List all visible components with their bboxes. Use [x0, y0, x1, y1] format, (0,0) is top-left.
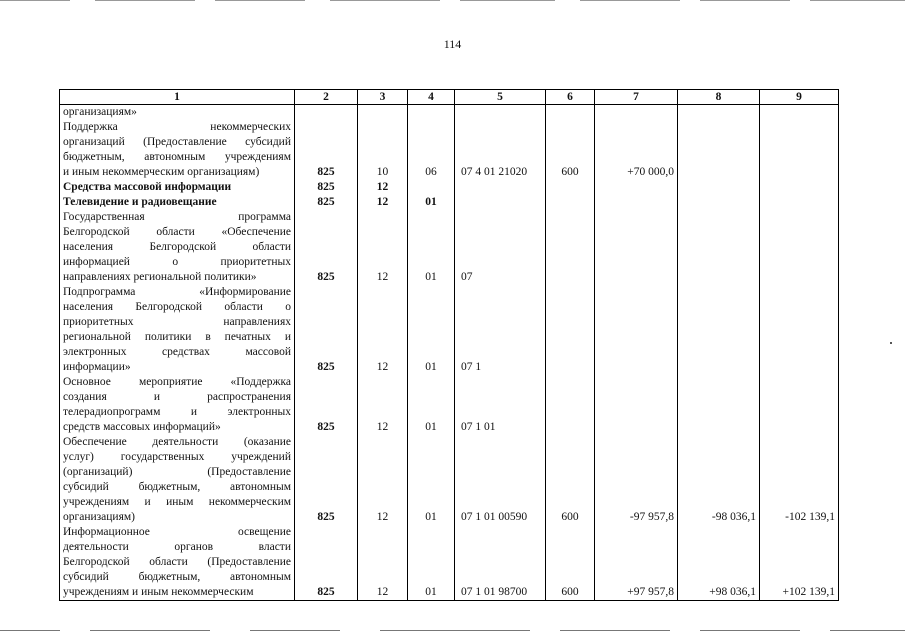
- cell-c6: [546, 285, 595, 375]
- row-description: [60, 210, 295, 285]
- row-description: [60, 195, 295, 210]
- description-line: информацией о приоритетных: [63, 256, 291, 268]
- cell-c7: -97 957,8: [595, 435, 678, 525]
- row-description: [60, 120, 295, 180]
- description-line: организаций (Предоставление субсидий: [63, 136, 291, 148]
- cell-c4: [408, 180, 455, 195]
- description-line: услуг) государственных учреждений: [63, 451, 291, 463]
- table-row: [60, 180, 839, 195]
- cell-c8: [678, 105, 760, 121]
- cell-c5: [455, 105, 546, 121]
- cell-c4: 01: [408, 435, 455, 525]
- column-header: 2: [295, 90, 358, 105]
- cell-c6: [546, 375, 595, 435]
- cell-c9: [760, 180, 839, 195]
- cell-c6: [546, 210, 595, 285]
- cell-c4: 01: [408, 210, 455, 285]
- description-line: Обеспечение деятельности (оказание: [63, 436, 291, 448]
- cell-c6: 600: [546, 525, 595, 601]
- cell-c6: 600: [546, 120, 595, 180]
- description-line: электронных средствах массовой: [63, 346, 291, 358]
- column-header: 4: [408, 90, 455, 105]
- cell-c8: [678, 210, 760, 285]
- cell-c5: 07 1 01 98700: [455, 525, 546, 601]
- row-description: [60, 375, 295, 435]
- cell-c5: 07 1: [455, 285, 546, 375]
- cell-c5: 07 1 01 00590: [455, 435, 546, 525]
- table-body: [60, 105, 839, 601]
- table-row: [60, 105, 839, 121]
- table-row: [60, 435, 839, 525]
- cell-c2: 825: [295, 285, 358, 375]
- description-line: Белгородской области «Обеспечение: [63, 226, 291, 238]
- cell-c4: 01: [408, 285, 455, 375]
- cell-c3: 12: [358, 525, 408, 601]
- cell-c2: [295, 105, 358, 121]
- cell-c4: 01: [408, 375, 455, 435]
- cell-c3: 12: [358, 375, 408, 435]
- description-line: населения Белгородской области: [63, 241, 291, 253]
- cell-c9: [760, 120, 839, 180]
- description-line: информации»: [63, 361, 131, 373]
- column-header: 8: [678, 90, 760, 105]
- cell-c7: [595, 180, 678, 195]
- cell-c4: 06: [408, 120, 455, 180]
- cell-c2: 825: [295, 195, 358, 210]
- cell-c3: 12: [358, 180, 408, 195]
- column-header: 1: [60, 90, 295, 105]
- description-line: организациям»: [63, 106, 137, 118]
- description-line: субсидий бюджетным, автономным: [63, 571, 291, 583]
- cell-c5: 07 1 01: [455, 375, 546, 435]
- cell-c8: -98 036,1: [678, 435, 760, 525]
- cell-c3: 12: [358, 195, 408, 210]
- row-description: [60, 435, 295, 525]
- cell-c2: 825: [295, 435, 358, 525]
- description-line: организациям): [63, 511, 135, 523]
- cell-c9: [760, 285, 839, 375]
- description-line: телерадиопрограмм и электронных: [63, 406, 291, 418]
- cell-c4: 01: [408, 525, 455, 601]
- cell-c7: [595, 375, 678, 435]
- cell-c7: +97 957,8: [595, 525, 678, 601]
- cell-c7: +70 000,0: [595, 120, 678, 180]
- cell-c2: 825: [295, 210, 358, 285]
- cell-c6: [546, 195, 595, 210]
- cell-c9: [760, 105, 839, 121]
- margin-mark: [890, 342, 892, 344]
- description-line: деятельности органов власти: [63, 541, 291, 553]
- scan-top-edge: [0, 0, 905, 2]
- cell-c5: 07: [455, 210, 546, 285]
- description-line: Подпрограмма «Информирование: [63, 286, 291, 298]
- cell-c2: 825: [295, 120, 358, 180]
- column-header: 9: [760, 90, 839, 105]
- description-line: приоритетных направлениях: [63, 316, 291, 328]
- table-row: [60, 210, 839, 285]
- cell-c2: 825: [295, 375, 358, 435]
- cell-c2: 825: [295, 525, 358, 601]
- page-number: 114: [443, 37, 462, 51]
- column-header: 5: [455, 90, 546, 105]
- description-line: бюджетным, автономным учреждениям: [63, 151, 291, 163]
- cell-c9: +102 139,1: [760, 525, 839, 601]
- cell-c5: [455, 180, 546, 195]
- description-line: (организаций) (Предоставление: [63, 466, 291, 478]
- budget-table: [59, 89, 839, 601]
- cell-c6: [546, 180, 595, 195]
- table-row: [60, 525, 839, 601]
- cell-c3: 10: [358, 120, 408, 180]
- row-description: [60, 285, 295, 375]
- scan-bottom-edge: [0, 630, 905, 632]
- cell-c7: [595, 285, 678, 375]
- cell-c5: 07 4 01 21020: [455, 120, 546, 180]
- cell-c9: [760, 210, 839, 285]
- description-line: Средства массовой информации: [63, 181, 232, 193]
- cell-c7: [595, 195, 678, 210]
- description-line: Белгородской области (Предоставление: [63, 556, 291, 568]
- cell-c8: [678, 180, 760, 195]
- description-line: Основное мероприятие «Поддержка: [63, 376, 291, 388]
- cell-c6: 600: [546, 435, 595, 525]
- cell-c8: [678, 120, 760, 180]
- cell-c3: 12: [358, 285, 408, 375]
- column-header: 3: [358, 90, 408, 105]
- cell-c3: 12: [358, 435, 408, 525]
- cell-c9: [760, 375, 839, 435]
- description-line: средств массовых информаций»: [63, 421, 221, 433]
- cell-c7: [595, 210, 678, 285]
- cell-c8: [678, 285, 760, 375]
- table-row: [60, 375, 839, 435]
- cell-c3: 12: [358, 210, 408, 285]
- cell-c8: [678, 375, 760, 435]
- cell-c7: [595, 105, 678, 121]
- description-line: Информационное освещение: [63, 526, 291, 538]
- description-line: Телевидение и радиовещание: [63, 196, 217, 208]
- cell-c9: [760, 195, 839, 210]
- description-line: региональной политики в печатных и: [63, 331, 291, 343]
- column-header: 7: [595, 90, 678, 105]
- cell-c4: 01: [408, 195, 455, 210]
- cell-c6: [546, 105, 595, 121]
- cell-c8: +98 036,1: [678, 525, 760, 601]
- description-line: и иным некоммерческим организациям): [63, 166, 260, 178]
- description-line: направлениях региональной политики»: [63, 271, 257, 283]
- description-line: учреждениям и иным некоммерческим: [63, 496, 291, 508]
- description-line: учреждениям и иным некоммерческим: [63, 586, 254, 598]
- row-description: [60, 180, 295, 195]
- cell-c2: 825: [295, 180, 358, 195]
- description-line: субсидий бюджетным, автономным: [63, 481, 291, 493]
- cell-c3: [358, 105, 408, 121]
- description-line: создания и распространения: [63, 391, 291, 403]
- row-description: [60, 105, 295, 121]
- table-row: [60, 285, 839, 375]
- table-row: [60, 120, 839, 180]
- cell-c8: [678, 195, 760, 210]
- description-line: населения Белгородской области о: [63, 301, 291, 313]
- description-line: Поддержка некоммерческих: [63, 121, 291, 133]
- cell-c5: [455, 195, 546, 210]
- table-header-row: [60, 90, 839, 105]
- cell-c9: -102 139,1: [760, 435, 839, 525]
- cell-c4: [408, 105, 455, 121]
- table-row: [60, 195, 839, 210]
- row-description: [60, 525, 295, 601]
- column-header: 6: [546, 90, 595, 105]
- description-line: Государственная программа: [63, 211, 291, 223]
